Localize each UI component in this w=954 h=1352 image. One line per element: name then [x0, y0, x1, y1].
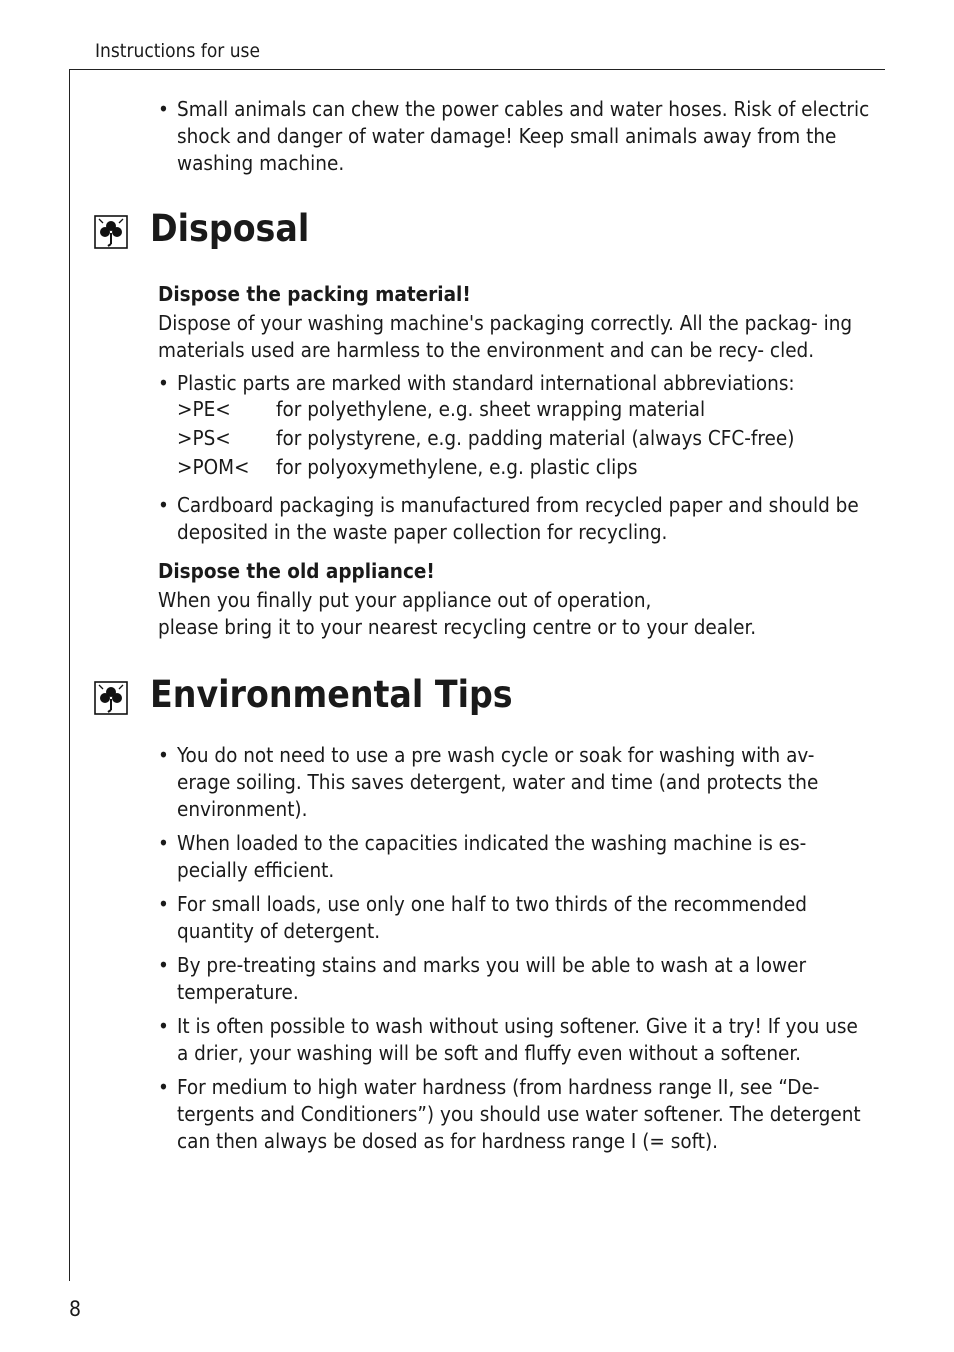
- packing-heading: Dispose the packing material!: [158, 282, 471, 306]
- clover-leaf-icon: [94, 215, 128, 249]
- tip-item: [158, 891, 870, 945]
- tip-text: You do not need to use a pre wash cycle or soak for washing with av- erage soiling. This saves detergent, water and time (and protects the environment).: [177, 743, 819, 821]
- tip-text: It is often possible to wash without using softener. Give it a try! If you use a drier, your washing will be soft and fluffy even without a softener.: [177, 1014, 858, 1065]
- abbreviation-code: >PS<: [177, 426, 231, 450]
- section-title-text: Environmental Tips: [150, 673, 513, 716]
- abbreviation-row: [158, 424, 870, 453]
- page-content: [150, 96, 870, 1155]
- running-header: Instructions for use: [95, 40, 260, 62]
- abbreviation-code: >POM<: [177, 455, 250, 479]
- tip-item: [158, 1074, 870, 1155]
- bullet-dot: •: [158, 953, 169, 977]
- abbreviation-desc: for polyoxymethylene, e.g. plastic clips: [276, 455, 638, 479]
- appliance-heading: Dispose the old appliance!: [158, 559, 435, 583]
- header-divider: [69, 69, 885, 70]
- cardboard-bullet: [158, 492, 870, 546]
- bullet-dot: •: [158, 831, 169, 855]
- abbreviation-desc: for polyethylene, e.g. sheet wrapping material: [276, 397, 706, 421]
- tip-text: For small loads, use only one half to two thirds of the recommended quantity of detergent.: [177, 892, 807, 943]
- clover-leaf-icon: [94, 681, 128, 715]
- bullet-dot: •: [158, 1075, 169, 1099]
- margin-rule: [69, 69, 70, 1281]
- appliance-line-1: When you finally put your appliance out of operation,: [158, 588, 652, 612]
- bullet-text: Small animals can chew the power cables and water hoses. Risk of electric shock and danger of water damage! Keep small animals away from the washing machine.: [177, 97, 870, 175]
- environmental-heading: [150, 673, 870, 717]
- abbreviation-desc: for polystyrene, e.g. padding material (always CFC-free): [276, 426, 795, 450]
- abbreviation-row: [158, 453, 870, 482]
- tip-item: [158, 830, 870, 884]
- plastic-bullet: [158, 370, 870, 397]
- page-number: 8: [69, 1297, 82, 1321]
- bullet-dot: •: [158, 743, 169, 767]
- tips-list: [158, 742, 870, 1155]
- bullet-dot: •: [158, 371, 169, 395]
- intro-bullet: [158, 96, 870, 177]
- tip-item: [158, 1013, 870, 1067]
- packing-body: Dispose of your washing machine's packaging correctly. All the packag- ing materials used are harmless to the environment and can be recy- cled.: [158, 311, 853, 362]
- tip-text: When loaded to the capacities indicated the washing machine is es- pecially efficient.: [177, 831, 807, 882]
- bullet-text: Plastic parts are marked with standard international abbreviations:: [177, 371, 795, 395]
- section-title-text: Disposal: [150, 207, 310, 250]
- tip-text: By pre-treating stains and marks you will be able to wash at a lower temperature.: [177, 953, 807, 1004]
- bullet-text: Cardboard packaging is manufactured from recycled paper and should be deposited in the waste paper collection for recycling.: [177, 493, 859, 544]
- disposal-heading: [150, 207, 870, 251]
- bullet-dot: •: [158, 1014, 169, 1038]
- abbreviation-code: >PE<: [177, 397, 231, 421]
- appliance-line-2: please bring it to your nearest recycling centre or to your dealer.: [158, 615, 757, 639]
- abbreviation-list: [158, 395, 870, 482]
- tip-text: For medium to high water hardness (from hardness range II, see “De- tergents and Conditioners”) you should use water softener. The detergent can then always be dosed as for hardness range I (= soft).: [177, 1075, 861, 1153]
- abbreviation-row: [158, 395, 870, 424]
- bullet-dot: •: [158, 493, 169, 517]
- tip-item: [158, 742, 870, 823]
- bullet-dot: •: [158, 97, 169, 121]
- bullet-dot: •: [158, 892, 169, 916]
- tip-item: [158, 952, 870, 1006]
